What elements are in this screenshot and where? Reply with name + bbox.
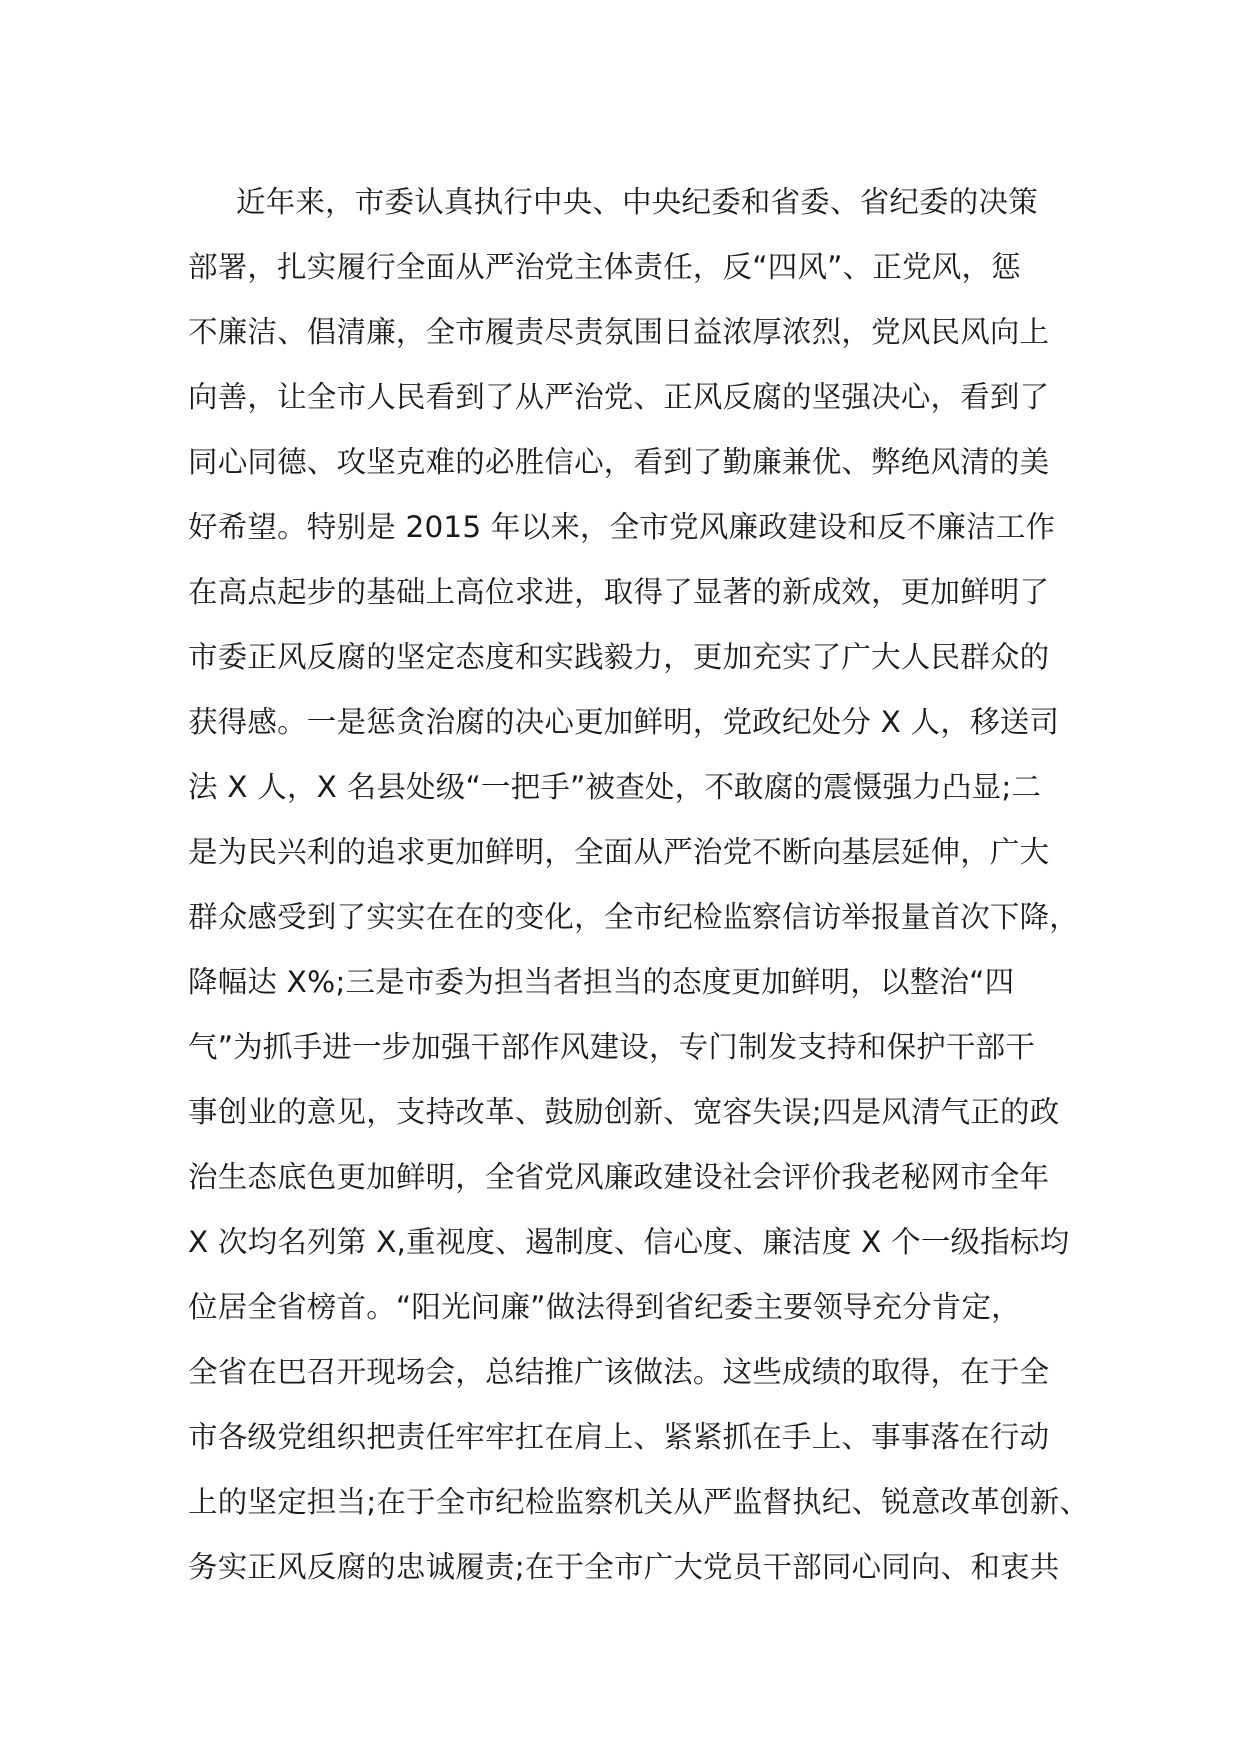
- paragraph-line: 获得感。一是惩贪治腐的决心更加鲜明，党政纪处分 X 人，移送司: [188, 705, 1060, 739]
- paragraph-line: 气”为抓手进一步加强干部作风建设，专门制发支持和保护干部干: [188, 1030, 1036, 1064]
- paragraph-line: 事创业的意见，支持改革、鼓励创新、宽容失误;四是风清气正的政: [188, 1095, 1060, 1129]
- paragraph-line: 好希望。特别是 2015 年以来，全市党风廉政建设和反不廉洁工作: [188, 510, 1056, 544]
- paragraph-line: 部署，扎实履行全面从严治党主体责任，反“四风”、正党风，惩: [188, 250, 1021, 284]
- paragraph-line: 全省在巴召开现场会，总结推广该做法。这些成绩的取得，在于全: [188, 1355, 1050, 1389]
- paragraph-line: 位居全省榜首。“阳光问廉”做法得到省纪委主要领导充分肯定，: [188, 1290, 1021, 1324]
- paragraph-line: 市委正风反腐的坚定态度和实践毅力，更加充实了广大人民群众的: [188, 640, 1050, 674]
- paragraph-line: X 次均名列第 X,重视度、遏制度、信心度、廉洁度 X 个一级指标均: [188, 1225, 1070, 1259]
- paragraph-line: 降幅达 X%;三是市委为担当者担当的态度更加鲜明，以整治“四: [188, 965, 1015, 999]
- paragraph-line: 法 X 人，X 名县处级“一把手”被查处，不敢腐的震慑强力凸显;二: [188, 770, 1042, 804]
- paragraph-line: 近年来，市委认真执行中央、中央纪委和省委、省纪委的决策: [236, 185, 1038, 219]
- paragraph-line: 群众感受到了实实在在的变化，全市纪检监察信访举报量首次下降，: [188, 900, 1080, 934]
- paragraph-line: 在高点起步的基础上高位求进，取得了显著的新成效，更加鲜明了: [188, 575, 1050, 609]
- paragraph-line: 治生态底色更加鲜明，全省党风廉政建设社会评价我老秘网市全年: [188, 1160, 1050, 1194]
- paragraph-line: 是为民兴利的追求更加鲜明，全面从严治党不断向基层延伸，广大: [188, 835, 1050, 869]
- paragraph-line: 市各级党组织把责任牢牢扛在肩上、紧紧抓在手上、事事落在行动: [188, 1420, 1050, 1454]
- body-paragraph: [188, 170, 1090, 1600]
- paragraph-line: 上的坚定担当;在于全市纪检监察机关从严监督执纪、锐意改革创新、: [188, 1485, 1090, 1519]
- paragraph-line: 同心同德、攻坚克难的必胜信心，看到了勤廉兼优、弊绝风清的美: [188, 445, 1050, 479]
- paragraph-line: 向善，让全市人民看到了从严治党、正风反腐的坚强决心，看到了: [188, 380, 1050, 414]
- paragraph-line: 务实正风反腐的忠诚履责;在于全市广大党员干部同心同向、和衷共: [188, 1550, 1060, 1584]
- paragraph-line: 不廉洁、倡清廉，全市履责尽责氛围日益浓厚浓烈，党风民风向上: [188, 315, 1050, 349]
